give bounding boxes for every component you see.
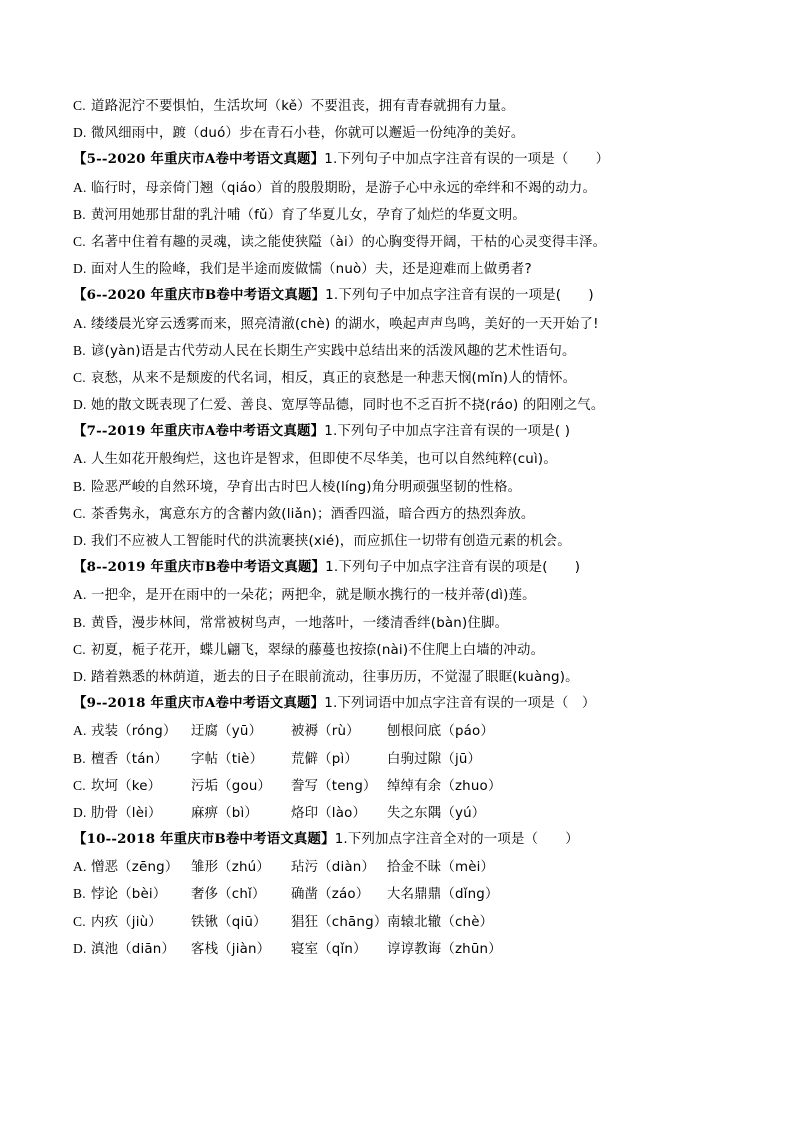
source-title: 【7--2019 年重庆市A卷中考语文真题】 bbox=[73, 423, 325, 440]
question-text: 1.下列句子中加点字注音有误的项是( ) bbox=[325, 560, 581, 576]
question-heading bbox=[73, 418, 713, 445]
question-block-10 bbox=[73, 826, 713, 962]
option-label: C. bbox=[73, 913, 86, 929]
option-label: B. bbox=[73, 886, 86, 902]
option-text: 名著中住着有趣的灵魂，读之能使狭隘（ài）的心胸变得开阔，干枯的心灵变得丰泽。 bbox=[91, 234, 607, 250]
option-label: C. bbox=[73, 641, 86, 657]
question-text: 1.下列加点字注音全对的一项是（ ） bbox=[334, 832, 579, 848]
word-item: 猖狂（chāng） bbox=[291, 914, 388, 930]
option-text: 黄河用她那甘甜的乳汁哺（fǔ）育了华夏儿女，孕育了灿烂的华夏文明。 bbox=[91, 207, 526, 223]
option-text: 谚(yàn)语是古代劳动人民在长期生产实践中总结出来的活泼风趣的艺术性语句。 bbox=[91, 343, 576, 359]
question-block-5 bbox=[73, 146, 713, 282]
word-item: 拾金不昧（mèi） bbox=[387, 860, 495, 876]
question-heading bbox=[73, 146, 713, 173]
question-text: 1.下列词语中加点字注音有误的一项是（ ） bbox=[324, 696, 596, 712]
option-label: D. bbox=[73, 261, 87, 277]
word-item: 迂腐（yū） bbox=[191, 724, 263, 740]
word-item: 大名鼎鼎（dǐng） bbox=[387, 887, 499, 903]
word-option-line bbox=[73, 772, 713, 799]
option-text: 初夏，栀子花开，蝶儿翩飞，翠绿的藤蔓也按捺(nài)不住爬上白墙的冲动。 bbox=[91, 642, 545, 658]
option-line bbox=[73, 445, 713, 472]
word-item: 内疚（jiù） bbox=[91, 914, 162, 930]
option-line bbox=[73, 636, 713, 663]
option-label: C. bbox=[73, 233, 86, 249]
option-label: D. bbox=[73, 397, 87, 413]
option-line bbox=[73, 609, 713, 636]
word-item: 南辕北辙（chè） bbox=[387, 914, 494, 930]
option-label: A. bbox=[73, 859, 87, 875]
word-item: 白驹过隙（jū） bbox=[387, 751, 482, 767]
word-item: 铁锹（qiū） bbox=[191, 914, 267, 930]
word-item: 坎坷（ke） bbox=[91, 778, 162, 794]
option-label: B. bbox=[73, 206, 86, 222]
word-item: 麻痹（bì） bbox=[191, 805, 258, 821]
document-page bbox=[73, 92, 713, 962]
option-text: 微风细雨中，踱（duó）步在青石小巷，你就可以邂逅一份纯净的美好。 bbox=[91, 126, 525, 142]
option-label: D. bbox=[73, 533, 87, 548]
word-item: 失之东隅（yú） bbox=[387, 805, 486, 821]
word-item: 客栈（jiàn） bbox=[191, 941, 271, 957]
option-line bbox=[73, 255, 713, 282]
option-label: A. bbox=[73, 179, 87, 195]
word-item: 污垢（gou） bbox=[191, 778, 272, 794]
word-item: 烙印（lào） bbox=[291, 805, 367, 821]
word-item: 滇池（diān） bbox=[91, 941, 176, 957]
question-block-8 bbox=[73, 554, 713, 690]
option-label: A. bbox=[73, 723, 87, 739]
word-item: 檀香（tán） bbox=[91, 751, 168, 767]
option-label: D. bbox=[73, 804, 87, 820]
word-item: 刨根问底（páo） bbox=[387, 724, 495, 740]
word-item: 字帖（tiè） bbox=[191, 751, 264, 767]
word-option-line bbox=[73, 908, 713, 935]
source-title: 【5--2020 年重庆市A卷中考语文真题】 bbox=[73, 151, 325, 168]
option-line bbox=[73, 228, 713, 255]
question-text: 1.下列句子中加点字注音有误的一项是( ) bbox=[324, 424, 571, 440]
question-text: 1.下列句子中加点字注音有误的一项是( ) bbox=[325, 288, 594, 304]
option-text: 道路泥泞不要惧怕，生活坎坷（kě）不要沮丧，拥有青春就拥有力量。 bbox=[91, 99, 515, 114]
option-line bbox=[73, 201, 713, 228]
option-label: B. bbox=[73, 478, 86, 494]
word-item: 确凿（záo） bbox=[291, 887, 370, 903]
word-item: 悖论（bèi） bbox=[91, 887, 167, 903]
word-item: 寝室（qǐn） bbox=[291, 941, 367, 957]
word-option-line bbox=[73, 935, 713, 962]
option-text: 人生如花开般绚烂，这也许是智求，但即使不尽华美，也可以自然纯粹(cuì)。 bbox=[91, 452, 557, 468]
option-label: B. bbox=[73, 342, 86, 358]
word-item: 荒僻（pì） bbox=[291, 751, 358, 767]
option-label: C. bbox=[73, 98, 86, 113]
option-line bbox=[73, 473, 713, 500]
option-line bbox=[73, 581, 713, 608]
option-text: 哀愁，从来不是颓废的代名词，相反，真正的哀愁是一种悲天悯(mǐn)人的情怀。 bbox=[91, 370, 577, 386]
word-item: 绰绰有余（zhuo） bbox=[387, 778, 502, 794]
option-text: 茶香隽永，寓意东方的含蓄内敛(liǎn)；酒香四溢，暗合西方的热烈奔放。 bbox=[91, 506, 535, 522]
source-title: 【9--2018 年重庆市A卷中考语文真题】 bbox=[73, 695, 325, 712]
option-line bbox=[73, 310, 713, 337]
word-item: 肋骨（lèi） bbox=[91, 805, 162, 821]
question-heading bbox=[73, 282, 713, 309]
word-item: 玷污（diàn） bbox=[291, 860, 376, 876]
word-item: 戎装（róng） bbox=[91, 724, 177, 740]
option-label: B. bbox=[73, 750, 86, 766]
question-heading bbox=[73, 690, 713, 717]
option-text: 一把伞，是开在雨中的一朵花；两把伞，就是顺水携行的一枝并蒂(dì)莲。 bbox=[91, 588, 536, 604]
option-text: 我们不应被人工智能时代的洪流裹挟(xié)，而应抓住一切带有创造元素的机会。 bbox=[91, 534, 571, 549]
option-text: 面对人生的险峰，我们是半途而废做懦（nuò）夫，还是迎难而上做勇者? bbox=[91, 262, 532, 278]
option-text: 踏着熟悉的林荫道，逝去的日子在眼前流动，往事历历，不觉湿了眼眶(kuàng)。 bbox=[91, 669, 579, 685]
word-option-line bbox=[73, 717, 713, 744]
option-line bbox=[73, 92, 713, 119]
option-text: 黄昏，漫步林间，常常被树鸟声，一地落叶，一缕清香绊(bàn)住脚。 bbox=[91, 615, 509, 631]
word-item: 谆谆教诲（zhūn） bbox=[387, 941, 502, 957]
option-line bbox=[73, 337, 713, 364]
option-line bbox=[73, 391, 713, 418]
word-item: 雏形（zhú） bbox=[191, 860, 270, 876]
source-title: 【10--2018 年重庆市B卷中考语文真题】 bbox=[73, 831, 335, 848]
option-label: A. bbox=[73, 451, 87, 467]
option-label: C. bbox=[73, 369, 86, 385]
option-label: C. bbox=[73, 505, 86, 521]
option-text: 险恶严峻的自然环境，孕育出古时巴人棱(líng)角分明顽强坚韧的性格。 bbox=[91, 479, 522, 495]
option-label: D. bbox=[73, 940, 87, 956]
option-label: B. bbox=[73, 614, 86, 630]
option-label: A. bbox=[73, 587, 87, 603]
word-item: 奢侈（chǐ） bbox=[191, 887, 266, 903]
continuation-block bbox=[73, 92, 713, 146]
option-line bbox=[73, 500, 713, 527]
word-item: 誊写（teng） bbox=[291, 778, 377, 794]
question-heading bbox=[73, 554, 713, 581]
word-option-line bbox=[73, 799, 713, 826]
option-text: 临行时，母亲倚门翘（qiáo）首的殷殷期盼，是游子心中永远的牵绊和不竭的动力。 bbox=[91, 180, 597, 196]
question-block-7 bbox=[73, 418, 713, 554]
option-line bbox=[73, 364, 713, 391]
option-line bbox=[73, 174, 713, 201]
word-option-line bbox=[73, 880, 713, 907]
word-option-line bbox=[73, 745, 713, 772]
option-label: D. bbox=[73, 668, 87, 684]
question-text: 1.下列句子中加点字注音有误的一项是（ ） bbox=[324, 152, 610, 168]
word-item: 憎恶（zēng） bbox=[91, 860, 179, 876]
word-item: 被褥（rù） bbox=[291, 724, 360, 740]
word-option-line bbox=[73, 853, 713, 880]
option-line bbox=[73, 663, 713, 690]
option-line bbox=[73, 527, 713, 554]
option-label: A. bbox=[73, 315, 87, 331]
option-line bbox=[73, 119, 713, 146]
source-title: 【6--2020 年重庆市B卷中考语文真题】 bbox=[73, 287, 326, 304]
option-label: D. bbox=[73, 125, 87, 141]
option-text: 她的散文既表现了仁爱、善良、宽厚等品德，同时也不乏百折不挠(ráo) 的阳刚之气。 bbox=[91, 398, 605, 414]
question-block-9 bbox=[73, 690, 713, 826]
question-block-6 bbox=[73, 282, 713, 418]
option-text: 缕缕晨光穿云透雾而来，照亮清澈(chè) 的湖水，唤起声声鸟鸣，美好的一天开始了! bbox=[91, 316, 599, 332]
question-heading bbox=[73, 826, 713, 853]
option-label: C. bbox=[73, 777, 86, 793]
source-title: 【8--2019 年重庆市B卷中考语文真题】 bbox=[73, 559, 326, 576]
